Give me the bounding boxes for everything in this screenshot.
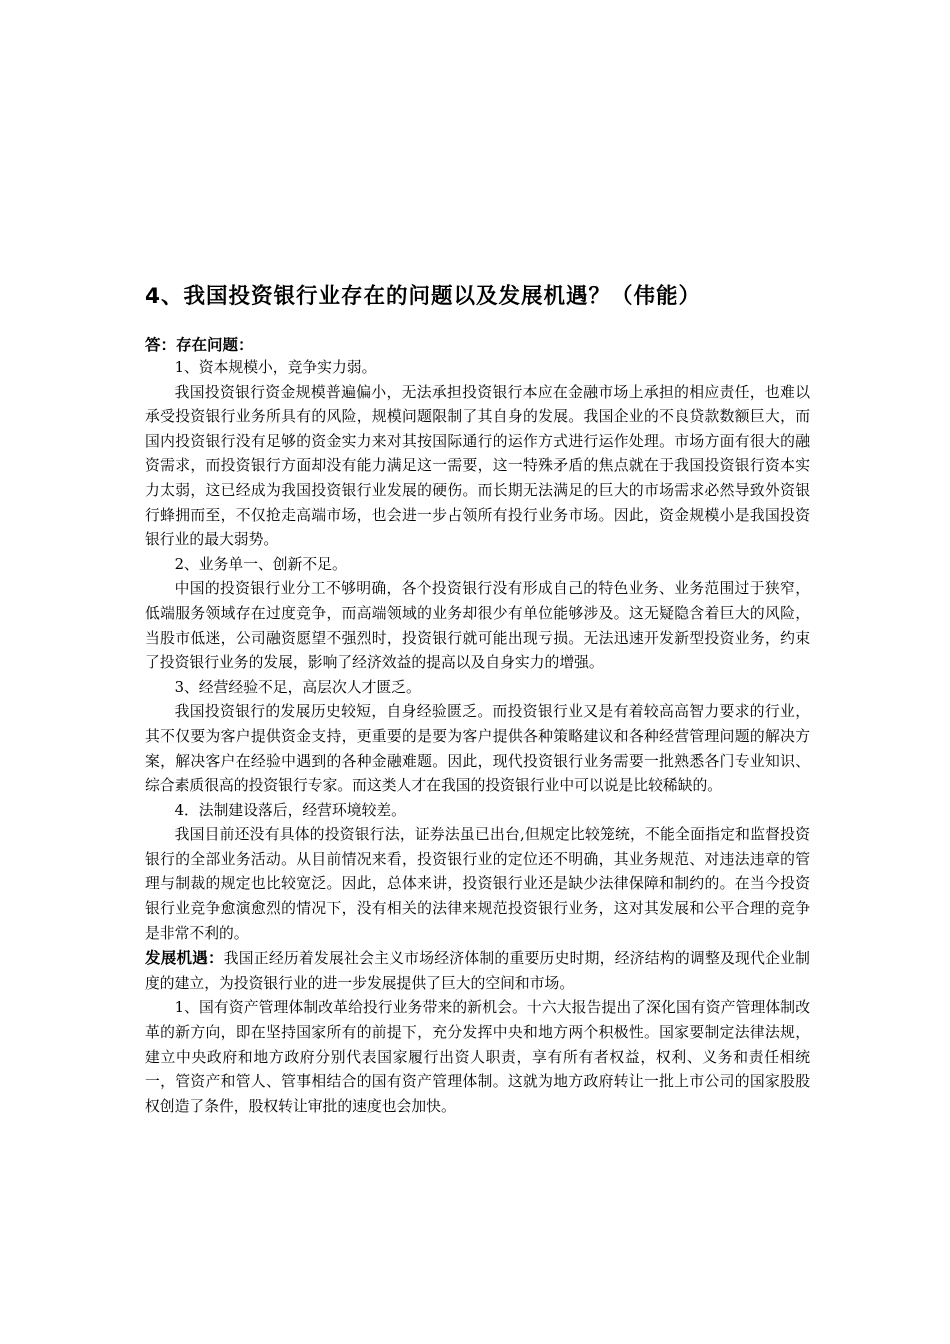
problem-2-body: 中国的投资银行业分工不够明确，各个投资银行没有形成自己的特色业务、业务范围过于狭窄，低端服务领域存在过度竞争，而高端领域的业务却很少有单位能够涉及。这无疑隐含着巨大的风险，当股市低迷，公司融资愿望不强烈时，投资银行就可能出现亏损。无法迅速开发新型投资业务，约束了投资银行业务的发展，影响了经济效益的提高以及自身实力的增强。 xyxy=(145,580,810,672)
opportunity-1: 1、国有资产管理体制改革给投行业务带来的新机会。十六大报告提出了深化国有资产管理体制改革的新方向，即在坚持国家所有的前提下，充分发挥中央和地方两个积极性。国家要制定法律法规，建立中央政府和地方政府分别代表国家履行出资人职责，享有所有者权益，权利、义务和责任相统一，管资产和管人、管事相结合的国有资产管理体制。这就为地方政府转让一批上市公司的国家股股权创造了条件，股权转让审批的速度也会加快。 xyxy=(145,999,810,1115)
problem-1-body: 我国投资银行资金规模普遍偏小，无法承担投资银行本应在金融市场上承担的相应责任，也难以承受投资银行业务所具有的风险，规模问题限制了其自身的发展。我国企业的不良贷款数额巨大，而国内投资银行没有足够的资金实力来对其按国际通行的运作方式进行运作处理。市场方面有很大的融资需求，而投资银行方面却没有能力满足这一需要，这一特殊矛盾的焦点就在于我国投资银行资本实力太弱，这已经成为我国投资银行业发展的硬伤。而长期无法满足的巨大的市场需求必然导致外资银行蜂拥而至，不仅抢走高端市场，也会进一步占领所有投行业务市场。因此，资金规模小是我国投资银行业的最大弱势。 xyxy=(145,383,810,549)
opportunities-intro: 我国正经历着发展社会主义市场经济体制的重要历史时期，经济结构的调整及现代企业制度的建立，为投资银行业的进一步发展提供了巨大的空间和市场。 xyxy=(145,950,810,992)
opportunities-label: 发展机遇： xyxy=(145,949,224,968)
opportunities-paragraph xyxy=(145,946,810,996)
problem-4-body: 我国目前还没有具体的投资银行法，证券法虽已出台,但规定比较笼统，不能全面指定和监督投资银行的全部业务活动。从目前情况来看，投资银行业的定位还不明确，其业务规范、对违法违章的管理与制裁的规定也比较宽泛。因此，总体来讲，投资银行业还是缺少法律保障和制约的。在当今投资银行业竞争愈演愈烈的情况下，没有相关的法律来规范投资银行业务，这对其发展和公平合理的竞争是非常不利的。 xyxy=(145,826,810,942)
document-page xyxy=(145,282,810,1119)
answer-heading: 答：存在问题： xyxy=(145,336,254,354)
problem-1-heading: 1、资本规模小，竞争实力弱。 xyxy=(174,359,377,376)
question-title: 4、我国投资银行业存在的问题以及发展机遇？（伟能） xyxy=(145,284,701,309)
problem-2-heading: 2、业务单一、创新不足。 xyxy=(174,555,347,573)
problem-3-heading: 3、经营经验不足，高层次人才匮乏。 xyxy=(174,678,421,696)
problem-4-heading: 4．法制建设落后，经营环境较差。 xyxy=(174,801,406,819)
problem-3-body: 我国投资银行的发展历史较短，自身经验匮乏。而投资银行业又是有着较高高智力要求的行业，其不仅要为客户提供资金支持，更重要的是要为客户提供各种策略建议和各种经营管理问题的解决方案，解决客户在经验中遇到的各种金融难题。因此，现代投资银行业务需要一批熟悉各门专业知识、综合素质很高的投资银行专家。而这类人才在我国的投资银行业中可以说是比较稀缺的。 xyxy=(145,703,810,795)
